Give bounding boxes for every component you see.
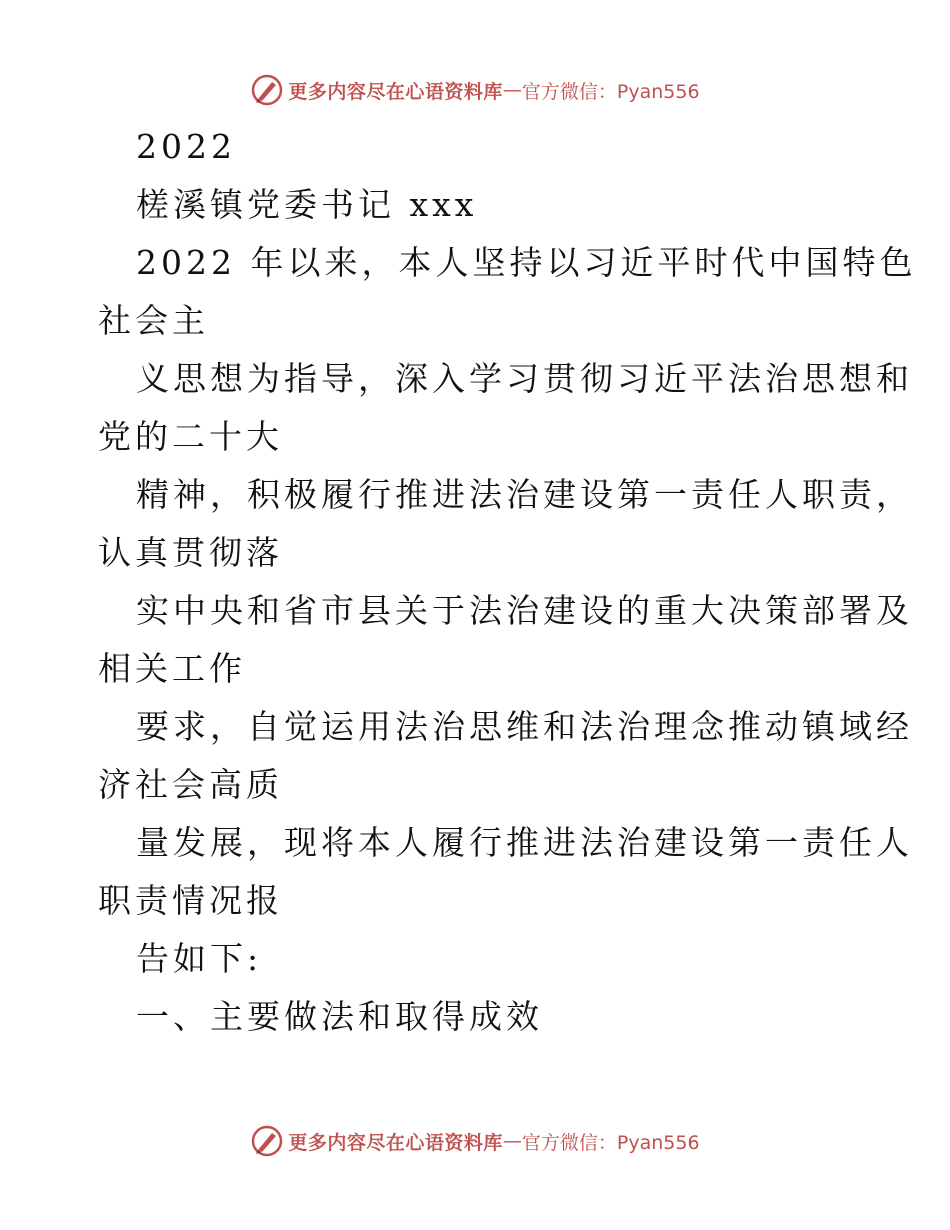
doc-line: 实中央和省市县关于法治建设的重大决策部署及 bbox=[136, 591, 913, 630]
doc-line: 义思想为指导，深入学习贯彻习近平法治思想和 bbox=[136, 359, 913, 398]
watermark-text: 更多内容尽在心语资料库 bbox=[288, 1131, 503, 1154]
doc-line: 2022 年以来，本人坚持以习近平时代中国特色 bbox=[136, 243, 917, 282]
doc-line: 精神，积极履行推进法治建设第一责任人职责， bbox=[136, 475, 913, 514]
watermark-contact: 官方微信：Pyan556 bbox=[521, 80, 700, 103]
doc-line: 职责情况报 bbox=[98, 881, 283, 920]
watermark-text: 更多内容尽在心语资料库 bbox=[288, 80, 503, 103]
doc-line: 2022 bbox=[136, 127, 236, 166]
doc-line: 量发展，现将本人履行推进法治建设第一责任人 bbox=[136, 823, 913, 862]
doc-line: 社会主 bbox=[98, 301, 209, 340]
footer-watermark bbox=[0, 1121, 950, 1161]
watermark-separator: — bbox=[502, 1130, 522, 1152]
doc-line: 告如下: bbox=[136, 939, 263, 978]
pen-logo-icon bbox=[250, 73, 284, 107]
doc-line: 相关工作 bbox=[98, 649, 246, 688]
doc-line: 认真贯彻落 bbox=[98, 533, 283, 572]
header-watermark bbox=[0, 70, 950, 110]
watermark-separator: — bbox=[502, 79, 522, 101]
doc-line: 要求，自觉运用法治思维和法治理念推动镇域经 bbox=[136, 707, 913, 746]
watermark-contact: 官方微信：Pyan556 bbox=[521, 1131, 700, 1154]
doc-line: 槎溪镇党委书记 xxx bbox=[136, 185, 478, 224]
doc-line: 济社会高质 bbox=[98, 765, 283, 804]
pen-logo-icon bbox=[250, 1124, 284, 1158]
section-heading: 一、主要做法和取得成效 bbox=[136, 997, 543, 1036]
doc-line: 党的二十大 bbox=[98, 417, 283, 456]
